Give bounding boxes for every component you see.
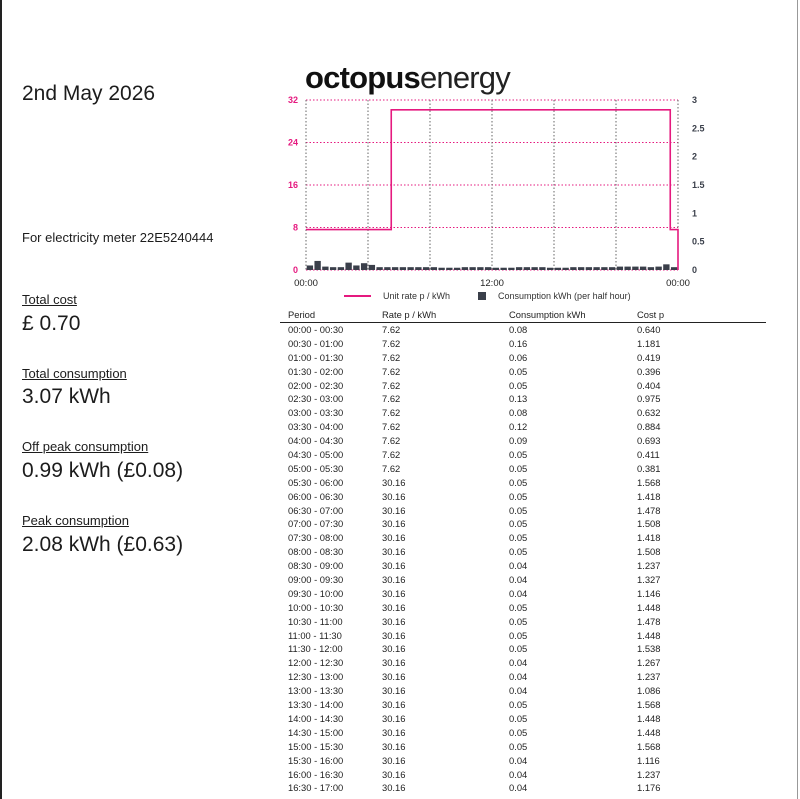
consumption-bar	[586, 267, 592, 270]
cost-cell: 1.448	[637, 726, 661, 738]
rate-cell: 30.16	[382, 574, 406, 586]
table-row	[280, 712, 766, 726]
cost-cell: 1.237	[637, 560, 661, 572]
period-cell: 00:30 - 01:00	[288, 337, 344, 349]
period-cell: 10:30 - 11:00	[288, 615, 343, 627]
table-row	[280, 379, 766, 393]
rate-cell: 30.16	[382, 699, 406, 711]
rate-cell: 30.16	[382, 560, 406, 572]
cost-cell: 1.538	[637, 643, 661, 655]
consumption-cell: 0.05	[509, 699, 528, 711]
consumption-bar	[392, 267, 398, 270]
table-row	[280, 365, 766, 379]
rate-cell: 7.62	[382, 393, 401, 405]
consumption-cell: 0.05	[509, 629, 528, 641]
period-cell: 15:30 - 16:00	[288, 754, 344, 766]
period-cell: 13:30 - 14:00	[288, 699, 344, 711]
peak-value: 2.08 kWh (£0.63)	[22, 533, 184, 556]
consumption-cell: 0.16	[509, 337, 528, 349]
consumption-cell: 0.05	[509, 643, 528, 655]
consumption-bar	[570, 267, 576, 270]
consumption-bar	[307, 265, 313, 270]
rate-cell: 30.16	[382, 726, 406, 738]
consumption-bar	[547, 268, 553, 270]
page-edge	[0, 0, 2, 799]
period-cell: 00:00 - 00:30	[288, 324, 344, 335]
cost-cell: 1.478	[637, 615, 661, 627]
consumption-bar	[338, 267, 344, 270]
table-row	[280, 670, 766, 684]
cost-cell: 1.267	[637, 657, 661, 669]
table-row	[280, 545, 766, 559]
consumption-bar	[485, 267, 491, 270]
period-cell: 05:30 - 06:00	[288, 476, 344, 488]
cost-cell: 0.975	[637, 393, 661, 405]
period-cell: 16:00 - 16:30	[288, 768, 344, 780]
cost-cell: 0.632	[637, 407, 661, 419]
consumption-bar	[477, 267, 483, 270]
rate-cell: 30.16	[382, 587, 406, 599]
consumption-bar	[369, 265, 375, 270]
cost-cell: 1.478	[637, 504, 661, 516]
period-cell: 01:00 - 01:30	[288, 351, 344, 363]
rate-cell: 7.62	[382, 351, 401, 363]
table-row	[280, 642, 766, 656]
period-cell: 06:30 - 07:00	[288, 504, 344, 516]
consumption-bar	[655, 267, 661, 270]
y-right-tick-label: 0.5	[692, 236, 705, 247]
table-row	[280, 406, 766, 420]
consumption-cell: 0.08	[509, 324, 528, 335]
period-cell: 04:00 - 04:30	[288, 435, 344, 447]
consumption-bar	[609, 267, 615, 270]
table-row	[280, 629, 766, 643]
cost-cell: 1.568	[637, 476, 661, 488]
consumption-cell: 0.05	[509, 490, 528, 502]
cost-cell: 1.327	[637, 574, 661, 586]
table-row	[280, 504, 766, 518]
chart-legend	[344, 291, 631, 301]
rate-cell: 30.16	[382, 504, 406, 516]
consumption-cell: 0.13	[509, 393, 528, 405]
cost-cell: 0.396	[637, 365, 661, 377]
rate-cell: 7.62	[382, 365, 401, 377]
rate-cell: 30.16	[382, 615, 406, 627]
rate-cell: 7.62	[382, 337, 401, 349]
table-header	[280, 309, 766, 323]
rate-cell: 30.16	[382, 643, 406, 655]
cost-cell: 1.181	[637, 337, 661, 349]
consumption-bar	[415, 267, 421, 270]
consumption-cell: 0.05	[509, 449, 528, 461]
consumption-bar	[601, 267, 607, 270]
rate-cell: 30.16	[382, 740, 406, 752]
period-cell: 06:00 - 06:30	[288, 490, 344, 502]
consumption-cell: 0.05	[509, 546, 528, 558]
peak-label: Peak consumption	[22, 513, 129, 528]
total-cost-label: Total cost	[22, 292, 77, 307]
table-row	[280, 615, 766, 629]
rate-cell: 30.16	[382, 601, 406, 613]
table-row	[280, 656, 766, 670]
consumption-bar	[539, 267, 545, 270]
consumption-bar	[361, 263, 367, 270]
period-cell: 07:30 - 08:00	[288, 532, 344, 544]
period-cell: 13:00 - 13:30	[288, 685, 344, 697]
consumption-cell: 0.05	[509, 365, 528, 377]
table-row	[280, 754, 766, 768]
rate-cell: 7.62	[382, 421, 401, 433]
consumption-bar	[462, 267, 468, 270]
consumption-cell: 0.04	[509, 685, 528, 697]
table-row	[280, 448, 766, 462]
total-consumption-label: Total consumption	[22, 366, 127, 381]
logo-bold-text: octopus	[305, 60, 420, 95]
consumption-cell: 0.09	[509, 435, 528, 447]
consumption-bar	[555, 268, 561, 270]
consumption-bar	[663, 264, 669, 270]
rate-cell: 30.16	[382, 712, 406, 724]
cost-cell: 1.448	[637, 629, 661, 641]
cost-cell: 1.448	[637, 712, 661, 724]
rate-cell: 30.16	[382, 518, 406, 530]
rate-cell: 7.62	[382, 324, 401, 335]
table-row	[280, 573, 766, 587]
total-consumption-value: 3.07 kWh	[22, 385, 111, 408]
consumption-cell: 0.08	[509, 407, 528, 419]
period-cell: 11:30 - 12:00	[288, 643, 343, 655]
table-row	[280, 531, 766, 545]
consumption-cell: 0.05	[509, 740, 528, 752]
rate-cell: 7.62	[382, 449, 401, 461]
header-cost: Cost p	[637, 309, 665, 320]
table-row	[280, 768, 766, 782]
consumption-cell: 0.05	[509, 504, 528, 516]
period-cell: 07:00 - 07:30	[288, 518, 344, 530]
period-cell: 03:00 - 03:30	[288, 407, 344, 419]
consumption-cell: 0.05	[509, 462, 528, 474]
cost-cell: 1.418	[637, 532, 661, 544]
period-cell: 08:30 - 09:00	[288, 560, 344, 572]
off-peak-value: 0.99 kWh (£0.08)	[22, 459, 184, 482]
table-row	[280, 587, 766, 601]
consumption-cell: 0.05	[509, 518, 528, 530]
rate-cell: 30.16	[382, 768, 406, 780]
table-row	[280, 740, 766, 754]
consumption-bar	[446, 268, 452, 270]
total-cost-value: £ 0.70	[22, 312, 81, 335]
consumption-bar	[431, 267, 437, 270]
y-right-tick-label: 0	[692, 265, 698, 275]
period-cell: 15:00 - 15:30	[288, 740, 344, 752]
cost-cell: 0.411	[637, 449, 660, 461]
period-cell: 05:00 - 05:30	[288, 462, 344, 474]
consumption-bar	[407, 267, 413, 270]
table-row	[280, 462, 766, 476]
consumption-cell: 0.06	[509, 351, 528, 363]
y-left-tick-label: 24	[287, 137, 298, 148]
consumption-bar	[640, 267, 646, 270]
table-row	[280, 517, 766, 531]
legend-consumption-swatch	[478, 292, 486, 300]
period-cell: 12:30 - 13:00	[288, 671, 344, 683]
table-row	[280, 601, 766, 615]
usage-chart	[280, 92, 720, 292]
consumption-bar	[493, 268, 499, 270]
period-cell: 03:30 - 04:00	[288, 421, 344, 433]
cost-cell: 0.884	[637, 421, 661, 433]
cost-cell: 0.640	[637, 324, 661, 335]
y-right-tick-label: 2.5	[692, 123, 705, 134]
consumption-cell: 0.04	[509, 754, 528, 766]
consumption-cell: 0.05	[509, 601, 528, 613]
header-consumption: Consumption kWh	[509, 309, 586, 320]
table-row	[280, 420, 766, 434]
period-cell: 12:00 - 12:30	[288, 657, 344, 669]
consumption-bar	[376, 267, 382, 270]
table-row	[280, 392, 766, 406]
table-row	[280, 781, 766, 795]
rate-cell: 30.16	[382, 532, 406, 544]
consumption-bar	[423, 267, 429, 270]
consumption-bar	[438, 268, 444, 270]
table-row	[280, 559, 766, 573]
off-peak-label: Off peak consumption	[22, 439, 149, 454]
y-right-tick-label: 1.5	[692, 180, 705, 190]
legend-rate-swatch	[344, 295, 371, 297]
cost-cell: 1.237	[637, 768, 661, 780]
cost-cell: 0.404	[637, 379, 661, 391]
consumption-bar	[531, 267, 537, 270]
y-left-tick-label: 8	[292, 222, 298, 233]
consumption-bar	[648, 267, 654, 270]
x-tick-label: 00:00	[294, 278, 318, 289]
unit-rate-line	[306, 110, 678, 270]
rate-cell: 30.16	[382, 657, 406, 669]
consumption-bar	[624, 267, 630, 270]
consumption-cell: 0.05	[509, 615, 528, 627]
y-left-tick-label: 32	[287, 95, 298, 105]
cost-cell: 1.508	[637, 518, 661, 530]
consumption-cell: 0.05	[509, 712, 528, 724]
rate-cell: 30.16	[382, 754, 406, 766]
table-row	[280, 698, 766, 712]
table-row	[280, 337, 766, 351]
consumption-bar	[384, 267, 390, 270]
consumption-cell: 0.04	[509, 671, 528, 683]
table-row	[280, 476, 766, 490]
legend-rate-label: Unit rate p / kWh	[383, 291, 451, 301]
logo-thin-text: energy	[419, 60, 510, 95]
consumption-bar	[508, 268, 514, 270]
rate-cell: 30.16	[382, 782, 406, 794]
table-row	[280, 726, 766, 740]
cost-cell: 1.448	[637, 601, 661, 613]
consumption-bar	[524, 267, 530, 270]
y-right-tick-label: 1	[692, 208, 698, 219]
table-row	[280, 490, 766, 504]
consumption-bar	[345, 263, 351, 270]
cost-cell: 0.381	[637, 462, 661, 474]
consumption-cell: 0.04	[509, 587, 528, 599]
cost-cell: 1.237	[637, 671, 661, 683]
consumption-bar	[322, 267, 328, 270]
rate-cell: 30.16	[382, 546, 406, 558]
page-edge	[797, 0, 798, 799]
period-cell: 16:30 - 17:00	[288, 782, 344, 794]
consumption-cell: 0.05	[509, 726, 528, 738]
cost-cell: 0.419	[637, 351, 661, 363]
consumption-bar	[314, 261, 320, 270]
period-cell: 14:30 - 15:00	[288, 726, 344, 738]
rate-cell: 30.16	[382, 629, 406, 641]
consumption-bar	[454, 268, 460, 270]
consumption-cell: 0.04	[509, 574, 528, 586]
cost-cell: 0.693	[637, 435, 661, 447]
cost-cell: 1.176	[637, 782, 661, 794]
consumption-cell: 0.04	[509, 560, 528, 572]
x-tick-label: 00:00	[666, 278, 690, 289]
consumption-cell: 0.04	[509, 657, 528, 669]
rate-cell: 30.16	[382, 490, 406, 502]
consumption-bar	[562, 268, 568, 270]
period-cell: 11:00 - 11:30	[288, 629, 342, 641]
rate-cell: 7.62	[382, 379, 401, 391]
period-cell: 14:00 - 14:30	[288, 712, 344, 724]
octopus-energy-logo	[305, 62, 510, 93]
cost-cell: 1.508	[637, 546, 661, 558]
consumption-bar	[617, 267, 623, 270]
consumption-bar	[330, 267, 336, 270]
cost-cell: 1.568	[637, 740, 661, 752]
table-row	[280, 351, 766, 365]
consumption-cell: 0.12	[509, 421, 528, 433]
consumption-cell: 0.04	[509, 782, 528, 794]
rate-cell: 7.62	[382, 435, 401, 447]
cost-cell: 1.418	[637, 490, 661, 502]
y-right-tick-label: 2	[692, 151, 698, 162]
rate-cell: 30.16	[382, 671, 406, 683]
cost-cell: 1.146	[637, 587, 661, 599]
consumption-bar	[516, 267, 522, 270]
period-cell: 09:30 - 10:00	[288, 587, 344, 599]
legend-consumption-label: Consumption kWh (per half hour)	[498, 291, 631, 301]
consumption-bar	[469, 267, 475, 270]
consumption-bar	[593, 267, 599, 270]
consumption-bar	[500, 268, 506, 270]
consumption-bar	[632, 267, 638, 270]
period-cell: 01:30 - 02:00	[288, 365, 344, 377]
consumption-bar	[578, 267, 584, 270]
cost-cell: 1.116	[637, 754, 660, 766]
period-cell: 09:00 - 09:30	[288, 574, 344, 586]
consumption-bar	[400, 267, 406, 270]
table-body	[280, 323, 766, 795]
period-cell: 04:30 - 05:00	[288, 449, 344, 461]
period-cell: 02:30 - 03:00	[288, 393, 344, 405]
report-date: 2nd May 2026	[22, 82, 156, 105]
consumption-cell: 0.05	[509, 476, 528, 488]
period-cell: 08:00 - 08:30	[288, 546, 344, 558]
rate-cell: 7.62	[382, 462, 401, 474]
cost-cell: 1.568	[637, 699, 661, 711]
y-right-tick-label: 3	[692, 95, 698, 105]
header-rate: Rate p / kWh	[382, 309, 437, 320]
half-hourly-table	[280, 309, 766, 795]
y-left-tick-label: 16	[287, 180, 298, 190]
cost-cell: 1.086	[637, 685, 661, 697]
header-period: Period	[288, 309, 316, 320]
table-row	[280, 434, 766, 448]
table-row	[280, 684, 766, 698]
meter-id-text: For electricity meter 22E5240444	[22, 230, 214, 245]
rate-cell: 7.62	[382, 407, 401, 419]
table-row	[280, 323, 766, 337]
rate-cell: 30.16	[382, 685, 406, 697]
consumption-cell: 0.05	[509, 379, 528, 391]
consumption-bar	[353, 265, 359, 270]
consumption-cell: 0.04	[509, 768, 528, 780]
consumption-bar	[671, 267, 677, 270]
period-cell: 02:00 - 02:30	[288, 379, 344, 391]
consumption-cell: 0.05	[509, 532, 528, 544]
rate-cell: 30.16	[382, 476, 406, 488]
period-cell: 10:00 - 10:30	[288, 601, 344, 613]
y-left-tick-label: 0	[292, 265, 298, 275]
x-tick-label: 12:00	[480, 278, 504, 289]
